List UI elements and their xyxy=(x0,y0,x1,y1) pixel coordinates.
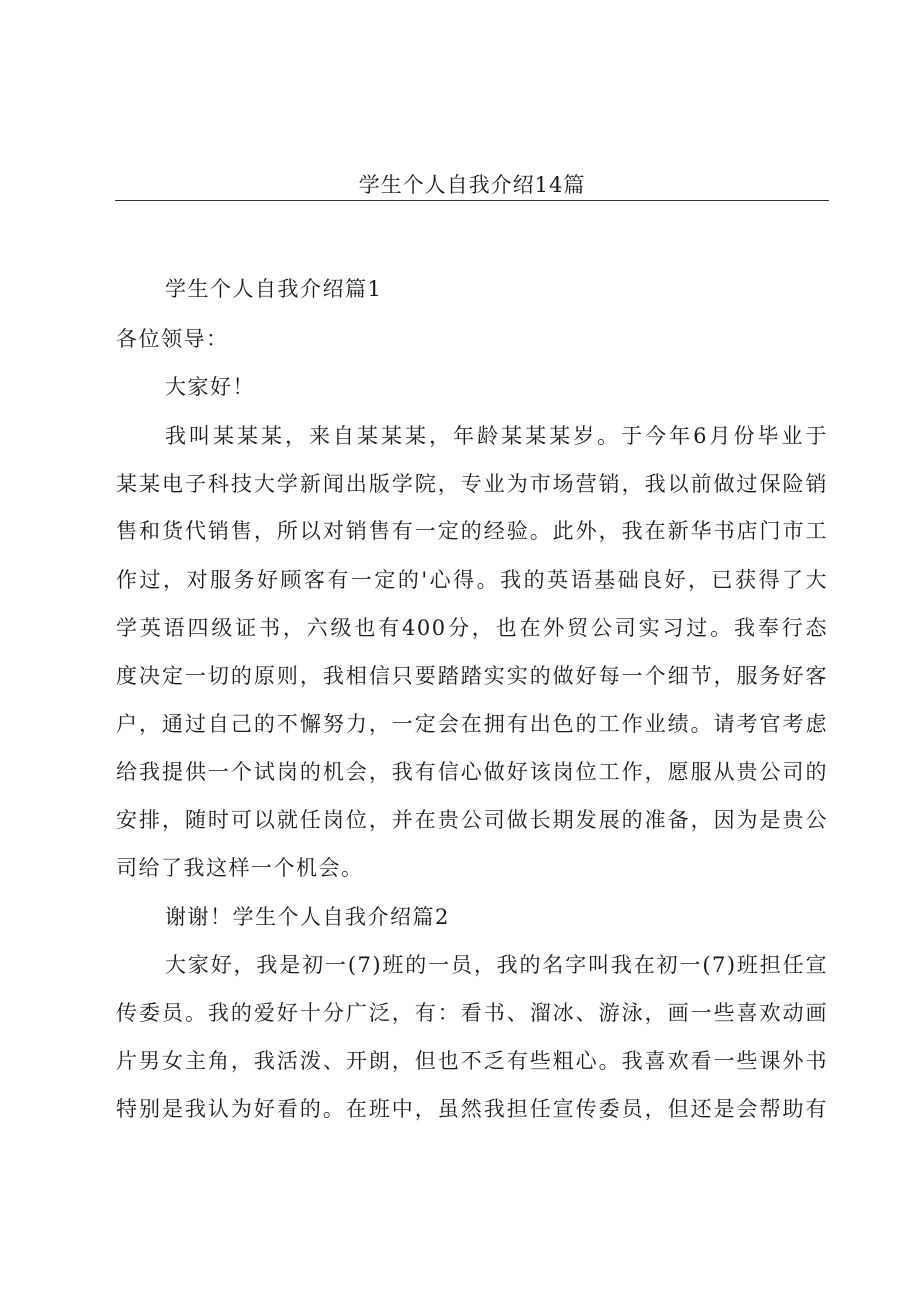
section-heading-1: 学生个人自我介绍篇1 xyxy=(165,277,383,301)
paragraph-line: 我叫某某某，来自某某某，年龄某某某岁。于今年6月份毕业于 xyxy=(165,424,828,448)
section-heading-2: 谢谢！学生个人自我介绍篇2 xyxy=(165,905,450,929)
paragraph-line: 特别是我认为好看的。在班中，虽然我担任宣传委员，但还是会帮助有 xyxy=(116,1097,828,1121)
paragraph-line: 户，通过自己的不懈努力，一定会在拥有出色的工作业绩。请考官考虑 xyxy=(116,712,828,736)
paragraph-line: 度决定一切的原则，我相信只要踏踏实实的做好每一个细节，服务好客 xyxy=(116,664,828,688)
paragraph-line: 片男女主角，我活泼、开朗，但也不乏有些粗心。我喜欢看一些课外书 xyxy=(116,1049,828,1073)
salutation: 各位领导： xyxy=(116,327,229,351)
paragraph-line: 学英语四级证书，六级也有400分，也在外贸公司实习过。我奉行态 xyxy=(116,616,828,640)
paragraph-line: 大家好，我是初一(7)班的一员，我的名字叫我在初一(7)班担任宣 xyxy=(165,953,828,977)
greeting: 大家好！ xyxy=(165,375,255,399)
paragraph-line: 安排，随时可以就任岗位，并在贵公司做长期发展的准备，因为是贵公 xyxy=(116,808,828,832)
paragraph-line: 传委员。我的爱好十分广泛，有：看书、溜冰、游泳，画一些喜欢动画 xyxy=(116,1001,828,1025)
paragraph-line: 售和货代销售，所以对销售有一定的经验。此外，我在新华书店门市工 xyxy=(116,519,828,543)
paragraph-line: 司给了我这样一个机会。 xyxy=(116,856,364,880)
paragraph-line: 某某电子科技大学新闻出版学院，专业为市场营销，我以前做过保险销 xyxy=(116,472,828,496)
title-underline xyxy=(115,200,829,201)
document-title: 学生个人自我介绍14篇 xyxy=(358,173,586,197)
paragraph-line: 作过，对服务好顾客有一定的'心得。我的英语基础良好，已获得了大 xyxy=(116,568,828,592)
paragraph-line: 给我提供一个试岗的机会，我有信心做好该岗位工作，愿服从贵公司的 xyxy=(116,760,828,784)
